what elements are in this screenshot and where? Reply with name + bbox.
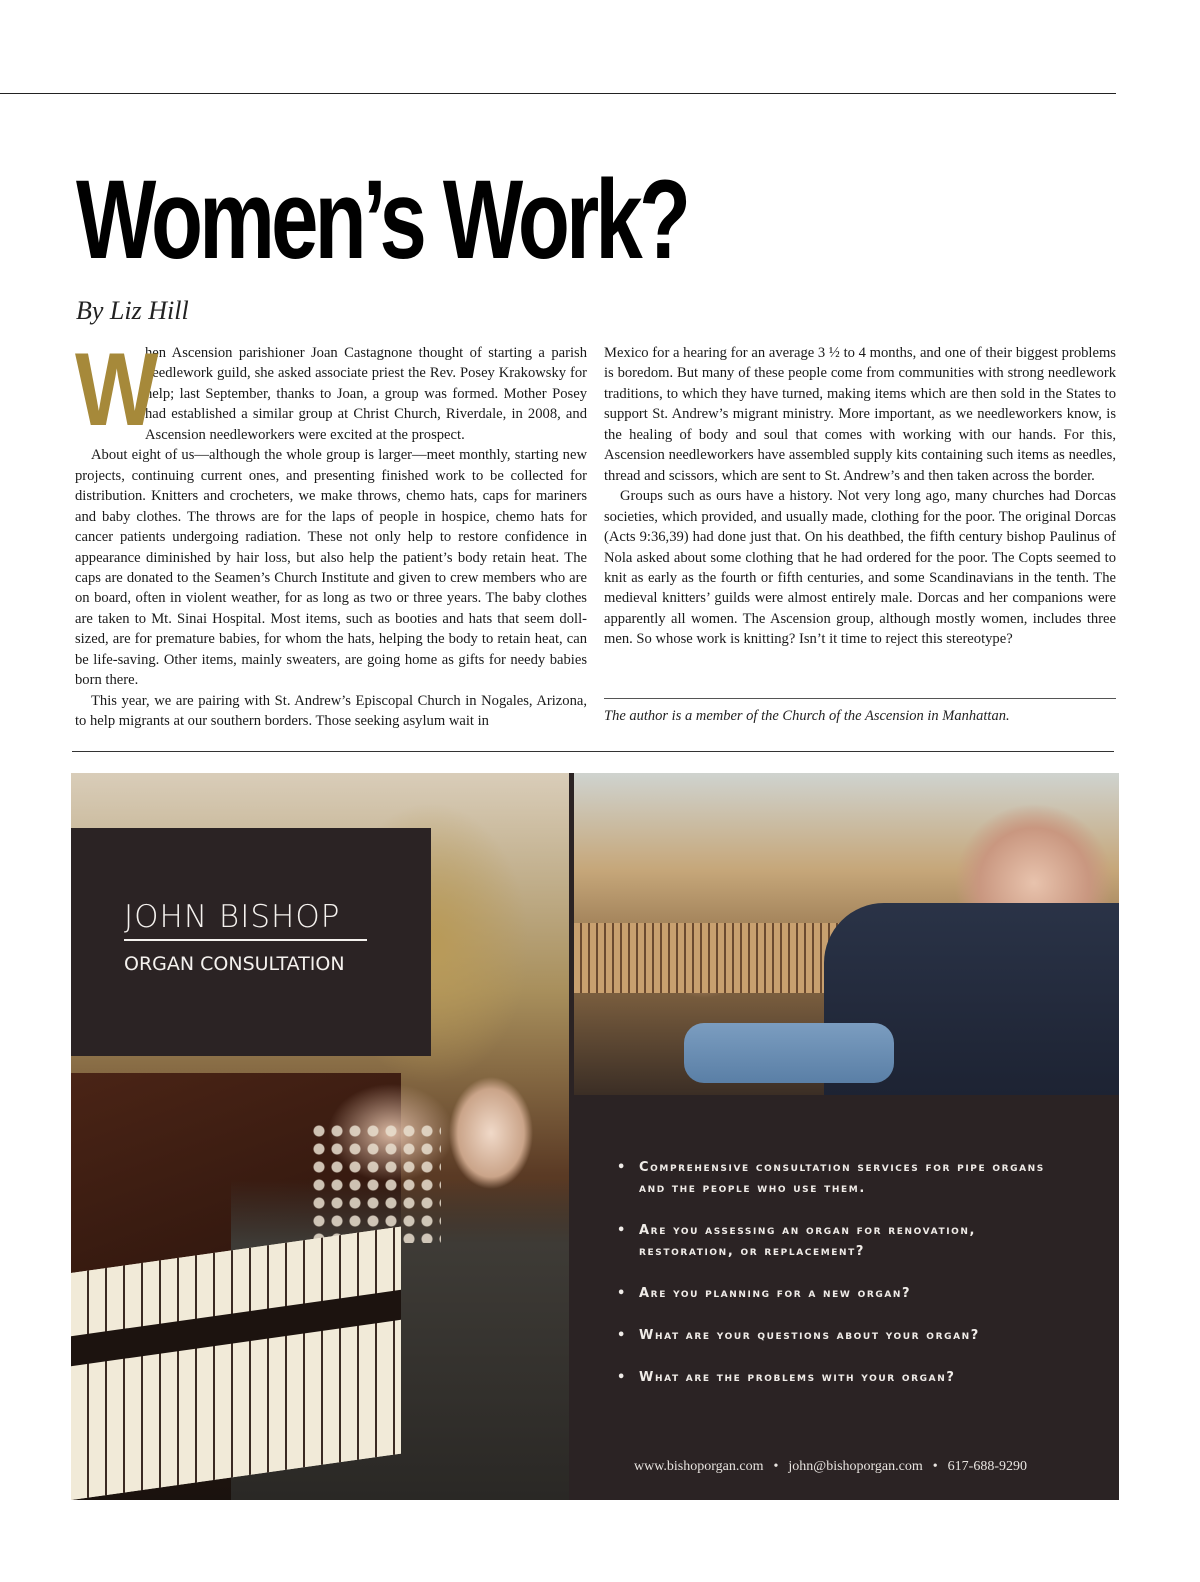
blue-cushion [684,1023,894,1083]
phone-number[interactable]: 617-688-9290 [947,1459,1027,1474]
article-paragraph [75,332,587,448]
byline: By Liz Hill [76,296,189,325]
bullet-text: What are the problems with your organ? [639,1370,956,1385]
brand-underline [124,939,367,941]
organ-keyboard [71,1227,401,1500]
email-link[interactable]: john@bishoporgan.com [788,1459,923,1474]
paragraph-text: hen Ascension parishioner Joan Castagnone thought of starting a parish needlework guild, she asked associate priest the Rev. Posey Krakowsky for help; last September, thanks to Joan, a group was formed. Mother Posey had established a similar group at Christ Church, Riverdale, in 2008, and Ascension needleworkers were excited at the prospect. [145,345,587,443]
organ-stop-knobs [311,1123,441,1243]
bullet-icon: • [617,1223,627,1238]
brand-title: JOHN BISHOP [124,899,341,935]
website-link[interactable]: www.bishoporgan.com [634,1459,764,1474]
services-list [617,1157,1077,1409]
top-rule [0,93,1116,94]
separator: • [932,1459,938,1474]
organ-builder-photo-right [574,773,1119,1095]
service-bullet [617,1367,1077,1388]
separator: • [773,1459,779,1474]
service-bullet [617,1157,1077,1199]
article-paragraph: Mexico for a hearing for an average 3 ½ to 4 months, and one of their biggest problems is boredom. But many of these people come from communities with strong needlework traditions, to which they have turned, making items which are then sold in the States to support St. Andrew’s migrant ministry. More important, as we needleworkers know, is the healing of body and soul that comes with working with our hands. For this, Ascension needleworkers have assembled supply kits containing such items as needles, thread and scissors, which are sent to St. Andrew’s and then taken across the border. [604,345,1116,484]
article-title: Women’s Work? [76,157,688,282]
article-paragraph: This year, we are pairing with St. Andrew’s Episcopal Church in Nogales, Arizona, to help migrants at our southern borders. Those seeking asylum wait in [75,692,587,730]
article-column-left [75,332,587,732]
article-paragraph: Groups such as ours have a history. Not very long ago, many churches had Dorcas societies, which provided, and usually made, clothing for the poor. The original Dorcas (Acts 9:36,39) had done just that. On his deathbed, the fifth century bishop Paulinus of Nola asked about some clothing that he had ordered for the poor. The Copts seemed to knit as early as the fourth or fifth centuries, and some Scandinavians in the tenth. The medieval knitters’ guilds were almost entirely male. Dorcas and her companions were apparently all women. The Ascension group, although mostly women, includes three men. So whose work is knitting? Isn’t it time to reject this stereotype? [604,488,1116,648]
bullet-text: Are you assessing an organ for renovation, restoration, or replacement? [639,1223,977,1259]
brand-subtitle: ORGAN CONSULTATION [124,953,345,975]
bullet-icon: • [617,1160,627,1175]
footnote-rule [604,698,1116,699]
article-column-right [604,343,1116,650]
section-rule [72,751,1114,752]
bullet-text: Comprehensive consultation services for pipe organs and the people who use them. [639,1160,1045,1196]
service-bullet [617,1283,1077,1304]
bullet-text: Are you planning for a new organ? [639,1286,912,1301]
article-paragraph: About eight of us—although the whole group is larger—meet monthly, starting new projects, continuing current ones, and presenting finished work to be collected for distribution. Knitters and crocheters, we make throws, chemo hats, caps for mariners and baby clothes. The throws are for the laps of people in hospice, chemo hats for cancer patients undergoing radiation. These not only help to restore confidence in appearance diminished by hair loss, but also help the patient’s body retain heat. The caps are donated to the Seamen’s Church Institute and given to crew members who are on board, often in violent weather, for as long as two or three years. The baby clothes are taken to Mt. Sinai Hospital. Most items, such as booties and hats that seem doll-sized, are for premature babies, for whom the hats, helping the body to retain heat, can be life-saving. Other items, mainly sweaters, are going home as gifts for needy babies born there. [75,447,587,689]
bullet-icon: • [617,1328,627,1343]
organist-photo-left [71,773,569,1500]
brand-logo-box [71,828,431,1056]
bullet-icon: • [617,1370,627,1385]
contact-line [634,1459,1027,1475]
bullet-icon: • [617,1286,627,1301]
advertisement[interactable] [71,773,1119,1500]
service-bullet [617,1325,1077,1346]
drop-cap: W [75,332,159,448]
bullet-text: What are your questions about your organ? [639,1328,980,1343]
service-bullet [617,1220,1077,1262]
author-footnote: The author is a member of the Church of the Ascension in Manhattan. [604,708,1010,724]
